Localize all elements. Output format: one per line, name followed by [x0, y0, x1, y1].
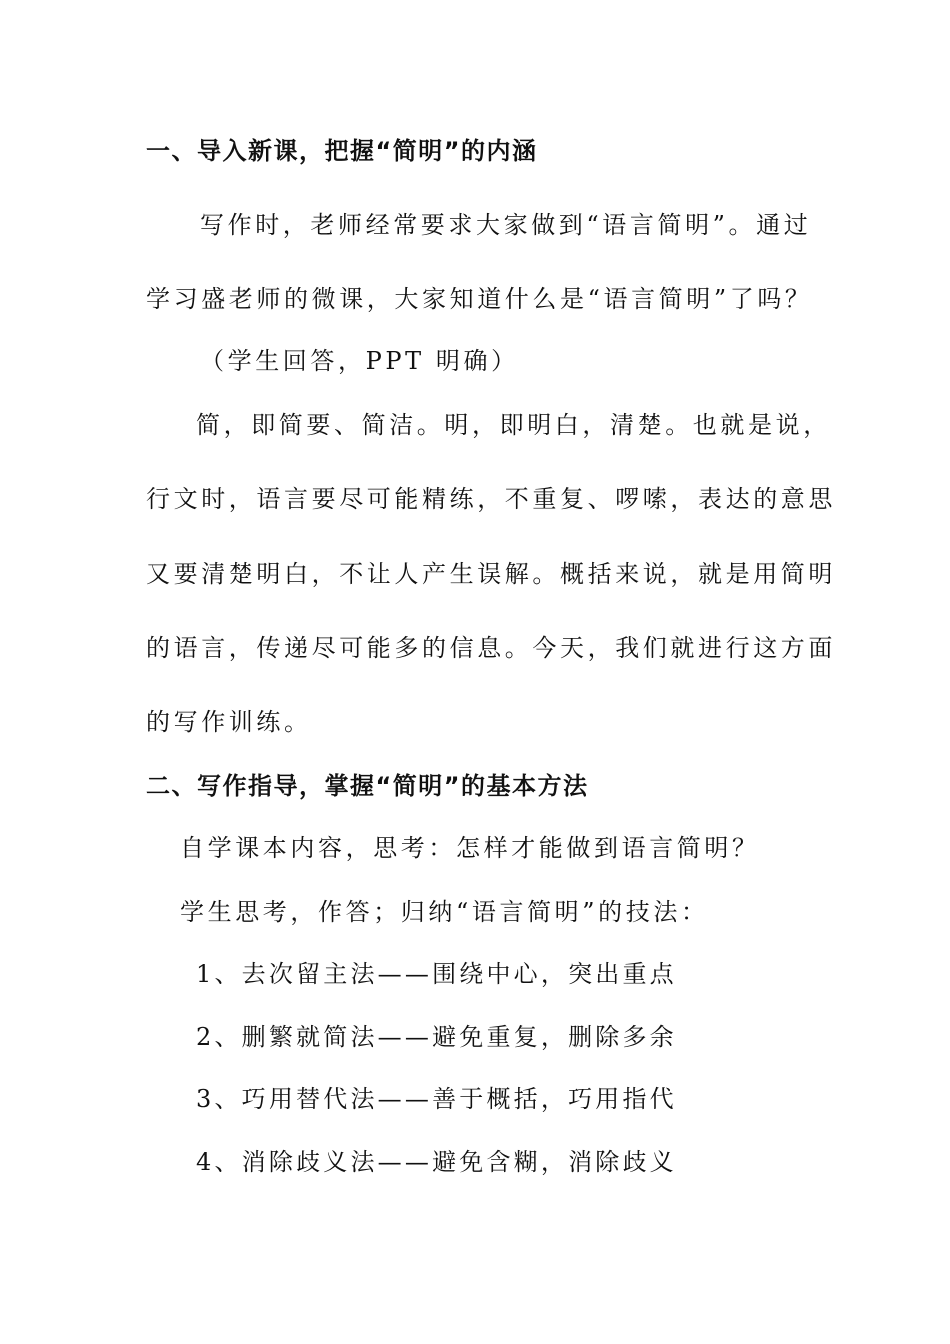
paragraph-2-line-3: 又要清楚明白，不让人产生误解。概括来说，就是用简明	[146, 560, 836, 588]
section-2-heading: 二、写作指导，掌握“简明”的基本方法	[146, 772, 589, 800]
paragraph-1-line-1: 写作时，老师经常要求大家做到“语言简明”。通过	[200, 211, 812, 239]
student-answer-note: （学生回答，PPT 明确）	[200, 347, 519, 375]
self-study-prompt: 自学课本内容，思考：怎样才能做到语言简明？	[180, 834, 760, 862]
paragraph-2-line-4: 的语言，传递尽可能多的信息。今天，我们就进行这方面	[146, 634, 836, 662]
section-1-heading: 一、导入新课，把握“简明”的内涵	[146, 137, 538, 165]
paragraph-2-line-2: 行文时，语言要尽可能精练，不重复、啰嗦，表达的意思	[146, 485, 836, 513]
method-item-1: 1、去次留主法——围绕中心，突出重点	[196, 960, 677, 988]
paragraph-2-line-1: 简，即简要、简洁。明，即明白，清楚。也就是说，	[196, 411, 831, 439]
method-item-2: 2、删繁就简法——避免重复，删除多余	[196, 1023, 677, 1051]
method-item-3: 3、巧用替代法——善于概括，巧用指代	[196, 1085, 677, 1113]
paragraph-2-line-5: 的写作训练。	[146, 708, 312, 736]
paragraph-1-line-2: 学习盛老师的微课，大家知道什么是“语言简明”了吗？	[146, 285, 813, 313]
method-item-4: 4、消除歧义法——避免含糊，消除歧义	[196, 1148, 677, 1176]
method-intro: 学生思考，作答；归纳“语言简明”的技法：	[180, 898, 709, 926]
